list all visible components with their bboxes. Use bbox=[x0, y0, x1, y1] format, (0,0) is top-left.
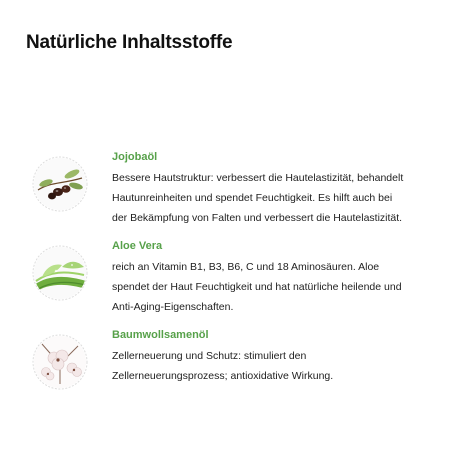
description-line: der Bekämpfung von Falten und verbessert die Hautelastizität. bbox=[112, 212, 403, 224]
description-line: spendet der Haut Feuchtigkeit und hat natürliche heilende und bbox=[112, 281, 402, 293]
description-line: Bessere Hautstruktur: verbessert die Hautelastizität, behandelt bbox=[112, 172, 404, 184]
page-title: Natürliche Inhaltsstoffe bbox=[26, 32, 233, 53]
description-line: reich an Vitamin B1, B3, B6, C und 18 Aminosäuren. Aloe bbox=[112, 261, 380, 273]
ingredient-description bbox=[112, 168, 430, 228]
description-line: Hautunreinheiten und spendet Feuchtigkeit. Es hilft auch bei bbox=[112, 192, 393, 204]
cotton-flower-icon bbox=[32, 334, 88, 390]
ingredient-name: Baumwollsamenöl bbox=[112, 329, 209, 341]
description-line: Anti-Aging-Eigenschaften. bbox=[112, 301, 234, 313]
description-line: Zellerneuerungsprozess; antioxidative Wirkung. bbox=[112, 370, 334, 382]
ingredient-description bbox=[112, 346, 430, 386]
jojoba-icon bbox=[32, 156, 88, 212]
aloe-vera-icon bbox=[32, 245, 88, 301]
ingredient-name: Aloe Vera bbox=[112, 240, 163, 252]
ingredient-name: Jojobaöl bbox=[112, 151, 158, 163]
ingredient-description bbox=[112, 257, 430, 317]
description-line: Zellerneuerung und Schutz: stimuliert den bbox=[112, 350, 307, 362]
